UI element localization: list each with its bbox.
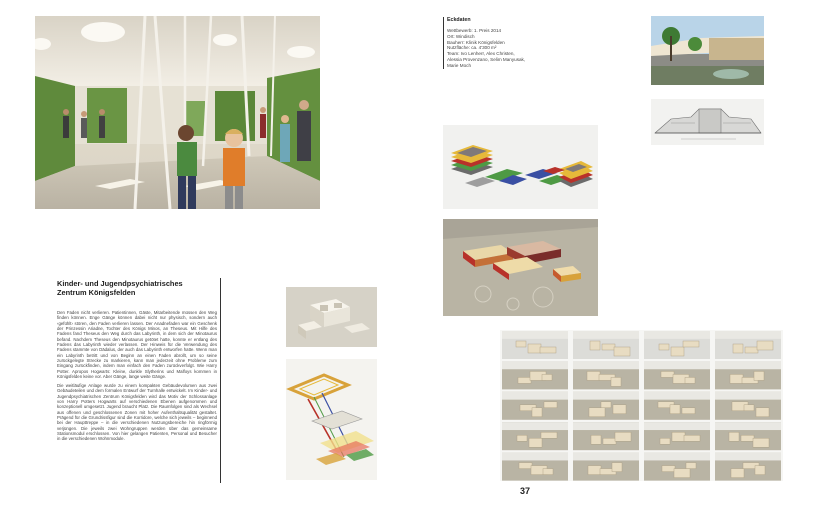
model-block — [542, 374, 552, 380]
model-block — [587, 371, 600, 380]
model-block — [603, 438, 616, 444]
model-block — [532, 408, 542, 417]
eckdaten-line: Team: Ivo Lenherr, Alex Christen, — [447, 51, 515, 56]
model-block — [528, 344, 541, 353]
thumbnail-background — [573, 453, 639, 461]
model-block — [731, 469, 744, 478]
info-divider — [443, 17, 444, 69]
model-block — [682, 408, 695, 414]
thumbnail-background — [573, 361, 639, 369]
model-block — [516, 341, 526, 347]
model-block — [674, 469, 690, 478]
thumbnail-background — [644, 453, 710, 461]
eckdaten-line: Nutzfläche: ca. 4'300 m² — [447, 45, 497, 51]
eckdaten-line: Bauherr: Klinik Königsfelden — [447, 39, 505, 45]
thumbnail-background — [644, 331, 710, 339]
model-block — [745, 347, 758, 353]
model-variants-grid — [500, 330, 783, 481]
model-block — [755, 466, 765, 475]
article-paragraph: Den Faden nicht verlieren. Patientinnen, Gäste, Mitarbeitende müssen den Weg finden können. Enge Gänge können dabei nicht nur physisch, sondern auch ‹gefühlt› stören, den Faden verlieren lassen. Der Anadnefaden war ein Geschenk der Prinzessin Ariadne, Tochter des Königs Minos, an Theseus. Mit Hilfe des Fadens fand Theseus den Weg durch das Labyrinth, in dem sich der Minotaurus befand. Nachdem Theseus den Minotaurus getötet hatte, konnte er entlang des Fadens das Labyrinth wieder verlassen. Der Hinweis für die Verwendung des Fadens stammte von Dädalus, der auch das Labyrinth entworfen hatte. Wenn man ein Labyrinth betritt und von Beginn an einen Faden abrollt, um so seine zurückgelegte Strecke zu markieren, kann man jederzeit ohne Probleme zum Eingang zurückfinden, indem man einfach den Faden zurückverfolgt. Wie Harry Potter. Apropos Hogwarts: Kleine, dunkle Slytherins und Malfoys kommen in Königsfelden keine vor. Aber Gänge, lange weite Gänge. — [57, 310, 217, 380]
thumbnail-background — [573, 422, 639, 430]
eckdaten-line: Wettbewerb: 1. Preis 2014 — [447, 28, 502, 33]
thumbnail-background — [502, 392, 568, 400]
model-block — [686, 463, 696, 469]
thumbnail-background — [502, 361, 568, 369]
model-block — [683, 341, 699, 347]
model-block — [670, 405, 680, 414]
model-block — [540, 347, 556, 353]
thumbnail-background — [715, 392, 781, 400]
model-block — [685, 377, 695, 383]
thumbnail-background — [715, 331, 781, 339]
model-block — [672, 432, 685, 441]
model-block — [757, 341, 773, 350]
article-title — [57, 279, 217, 297]
model-block — [754, 371, 764, 380]
model-block — [529, 438, 542, 447]
model-block — [741, 435, 754, 441]
thumbnail-background — [502, 331, 568, 339]
model-block — [756, 408, 769, 417]
article-paragraph: Die weitläufige Anlage wurde zu einem kompakten Gebäudevolumen aus zwei Gebäudeteilen und dem formalen Entwurf der Turnhalle entwickelt. Im Kinder- und Jugendpsychiatrischen Zentrum Königsfelden wird das Motiv der Schlossanlage von Harry Potters Hogwarts auf verschiedenen Ebenen aufgenommen und konzeptionell umgesetzt. Jugend braucht Platz. Die Raumfolgen sind als Wechsel aus offenen und geschlossenen Zonen mit hoher Aufenthaltsqualität gestaltet. Prägend für die Grundrissfigur sind die Korridore, welche sich jeweils – beginnend bei der Haupttreppe – in die verschiedenen Nutzungsbereiche hin ringförmig verjüngen. Die jeweils zwei Wohngruppen werden über das gemeinsame Stationsmodul erschlossen. Von hier gelangen Patienten, Personal und Besucher in die verschiedenen Wohnmodule. — [57, 382, 217, 442]
model-block — [541, 432, 557, 438]
eckdaten-line: Alessia Provenzano, Selim Manyusak, — [447, 56, 526, 62]
white-model-closeup — [286, 287, 377, 347]
model-block — [590, 341, 600, 350]
thumbnail-background — [573, 392, 639, 400]
article-body — [57, 310, 217, 445]
model-block — [614, 347, 630, 356]
model-block — [544, 402, 557, 408]
model-block — [615, 432, 631, 441]
thumbnail-background — [715, 453, 781, 461]
eckdaten-list — [447, 28, 567, 68]
article-title-line: Kinder- und Jugendpsychiatrisches — [57, 279, 183, 288]
model-block — [662, 466, 675, 472]
article-title-line: Zentrum Königsfelden — [57, 288, 136, 297]
model-block — [518, 377, 531, 383]
model-block — [733, 344, 743, 353]
model-block — [517, 435, 527, 441]
thumbnail-background — [573, 331, 639, 339]
model-block — [543, 469, 553, 475]
model-block — [659, 344, 669, 350]
model-block — [613, 405, 626, 414]
thumbnail-background — [502, 422, 568, 430]
thumbnail-background — [715, 361, 781, 369]
thumbnail-background — [644, 361, 710, 369]
model-block — [611, 377, 621, 386]
ring-corridor-diagram — [286, 359, 377, 480]
model-block — [744, 405, 754, 411]
model-block — [589, 408, 605, 417]
model-block — [753, 438, 769, 447]
model-block — [730, 374, 743, 383]
model-block — [519, 463, 532, 469]
eckdaten-heading: Eckdaten — [447, 17, 471, 23]
elevation-drawing — [651, 99, 764, 145]
model-block — [660, 438, 670, 444]
model-block — [602, 344, 615, 350]
thumbnail-background — [715, 422, 781, 430]
model-block — [612, 463, 622, 472]
eckdaten-line: Marie Moch — [447, 62, 471, 68]
model-block — [729, 432, 739, 441]
model-block — [671, 347, 684, 356]
courtyard-render — [651, 16, 764, 85]
article-divider — [220, 278, 221, 483]
thumbnail-background — [502, 453, 568, 461]
thumbnail-background — [644, 392, 710, 400]
eckdaten-line: Ort: Windisch — [447, 33, 475, 39]
color-model-diagram — [443, 125, 598, 209]
thumbnail-background — [644, 422, 710, 430]
page-number: 37 — [520, 486, 531, 496]
model-block — [591, 435, 601, 444]
model-block — [601, 402, 611, 408]
site-model-photo — [443, 219, 598, 316]
interior-render — [35, 16, 320, 209]
model-block — [661, 371, 674, 377]
model-block — [588, 466, 601, 475]
model-block — [684, 435, 700, 441]
